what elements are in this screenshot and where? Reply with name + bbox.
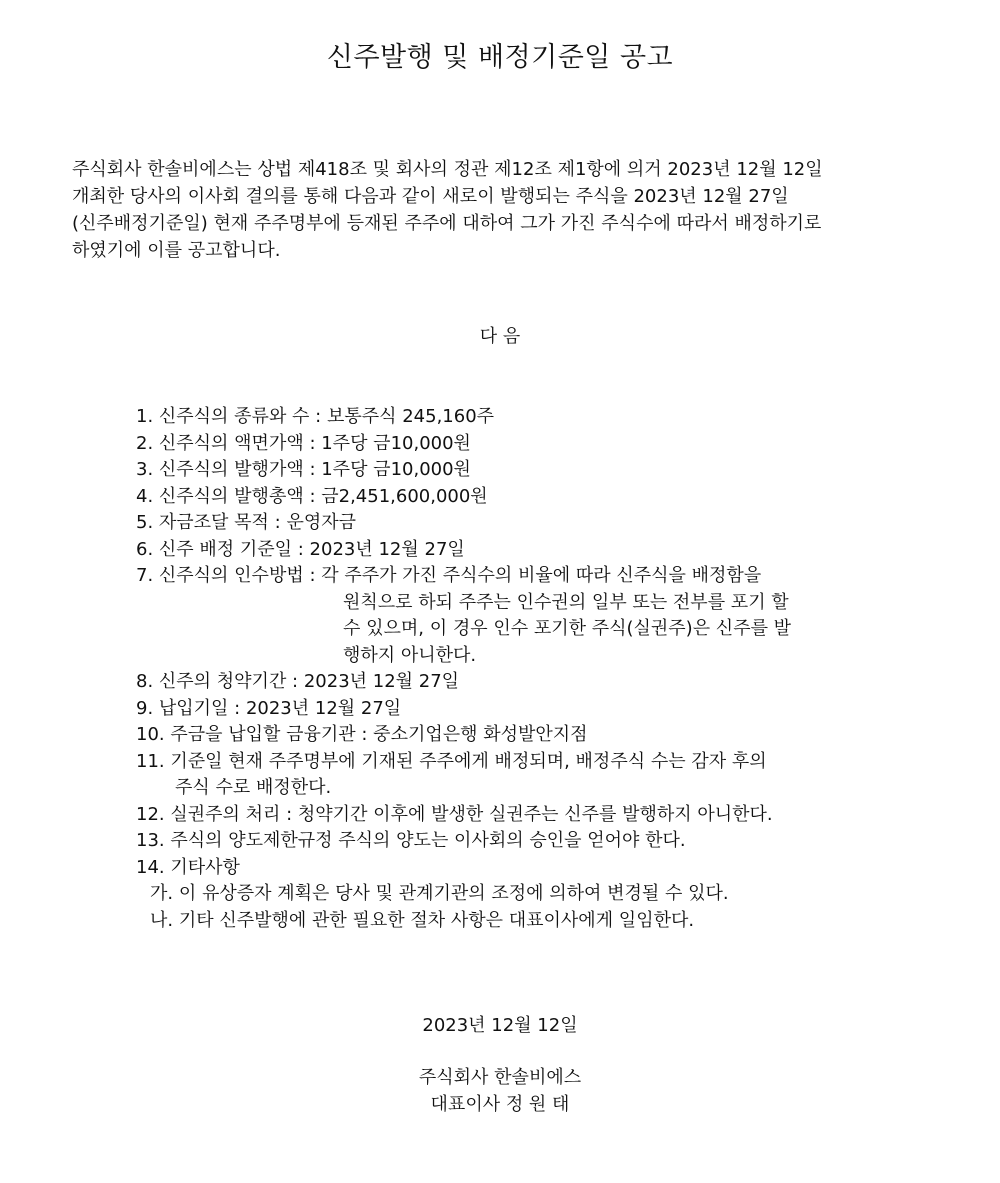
- sub-list-item: 나. 기타 신주발행에 관한 필요한 절차 사항은 대표이사에게 일임한다.: [150, 909, 695, 931]
- list-item: 9. 납입기일 : 2023년 12월 27일: [136, 697, 402, 719]
- page-title: 신주발행 및 배정기준일 공고: [326, 42, 674, 73]
- list-item: 13. 주식의 양도제한규정 주식의 양도는 이사회의 승인을 얻어야 한다.: [136, 830, 686, 851]
- list-item: 4. 신주식의 발행총액 : 금2,451,600,000원: [136, 485, 488, 507]
- sub-list-item: 가. 이 유상증자 계획은 당사 및 관계기관의 조정에 의하여 변경될 수 있다.: [150, 883, 729, 904]
- list-item: 11. 기준일 현재 주주명부에 기재된 주주에게 배정되며, 배정주식 수는 감자 후의: [136, 750, 767, 772]
- list-item: 12. 실권주의 처리 : 청약기간 이후에 발생한 실권주는 신주를 발행하지 아니한다.: [136, 803, 773, 825]
- signature-block: [0, 1064, 1000, 1118]
- intro-paragraph: [72, 156, 952, 264]
- list-item: 3. 신주식의 발행가액 : 1주당 금10,000원: [136, 459, 471, 480]
- list-item: 7. 신주식의 인수방법 : 각 주주가 가진 주식수의 비율에 따라 신주식을 배정함을: [136, 565, 762, 586]
- list-item-continuation: 행하지 아니한다.: [343, 644, 477, 666]
- list-item: 8. 신주의 청약기간 : 2023년 12월 27일: [136, 671, 460, 692]
- list-item: 14. 기타사항: [136, 856, 240, 878]
- list-item: 10. 주금을 납입할 금융기관 : 중소기업은행 화성발안지점: [136, 724, 588, 745]
- company-name: 주식회사 한솔비에스: [418, 1067, 582, 1088]
- section-heading: 다 음: [479, 326, 521, 347]
- list-item: 6. 신주 배정 기준일 : 2023년 12월 27일: [136, 538, 465, 560]
- intro-line: 하였기에 이를 공고합니다.: [72, 240, 281, 261]
- list-item: 2. 신주식의 액면가액 : 1주당 금10,000원: [136, 432, 471, 454]
- list-item-continuation: 원칙으로 하되 주주는 인수권의 일부 또는 전부를 포기 할: [343, 591, 789, 613]
- intro-line: 주식회사 한솔비에스는 상법 제418조 및 회사의 정관 제12조 제1항에 의거 2023년 12월 12일: [72, 159, 823, 180]
- intro-line: 개최한 당사의 이사회 결의를 통해 다음과 같이 새로이 발행되는 주식을 2023년 12월 27일: [72, 186, 789, 207]
- item-list: [136, 404, 936, 934]
- list-item-continuation: 주식 수로 배정한다.: [175, 777, 332, 798]
- list-item: 5. 자금조달 목적 : 운영자금: [136, 512, 357, 533]
- list-item: 1. 신주식의 종류와 수 : 보통주식 245,160주: [136, 406, 495, 427]
- notice-date: 2023년 12월 12일: [422, 1015, 578, 1036]
- list-item-continuation: 수 있으며, 이 경우 인수 포기한 주식(실권주)은 신주를 발: [343, 618, 792, 639]
- ceo-name: 대표이사 정 원 태: [430, 1094, 570, 1115]
- intro-line: (신주배정기준일) 현재 주주명부에 등재된 주주에 대하여 그가 가진 주식수에 따라서 배정하기로: [72, 213, 822, 234]
